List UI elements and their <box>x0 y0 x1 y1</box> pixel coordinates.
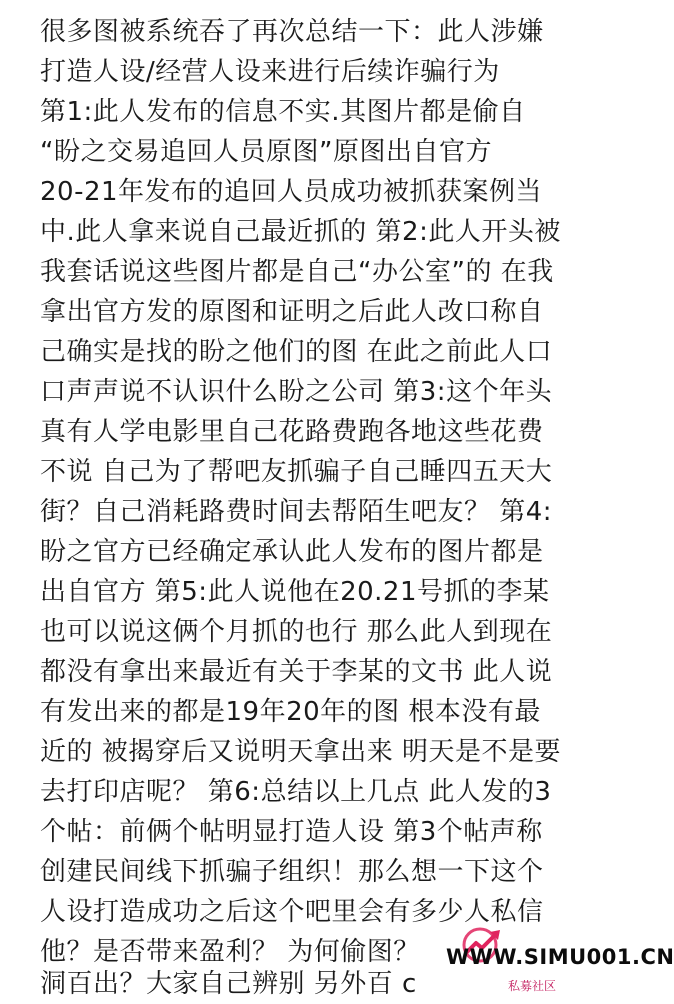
text-line: 去打印店呢？ 第6:总结以上几点 此人发的3 <box>40 777 552 807</box>
text-line: 我套话说这些图片都是自己“办公室”的 在我 <box>40 257 554 287</box>
text-line: 洞百出？大家自己辨别 另外百 c <box>40 969 417 999</box>
text-line: 口声声说不认识什么盼之公司 第3:这个年头 <box>40 377 553 407</box>
text-line: 有发出来的都是19年20年的图 根本没有最 <box>40 697 541 727</box>
text-line: 个帖：前俩个帖明显打造人设 第3个帖声称 <box>40 817 543 847</box>
text-line: 人设打造成功之后这个吧里会有多少人私信 <box>40 897 544 927</box>
text-line: 盼之官方已经确定承认此人发布的图片都是 <box>40 537 544 567</box>
text-line: 街？自己消耗路费时间去帮陌生吧友？ 第4: <box>40 497 553 527</box>
text-line: 第1:此人发布的信息不实.其图片都是偷自 <box>40 97 526 127</box>
text-line: 也可以说这俩个月抓的也行 那么此人到现在 <box>40 617 553 647</box>
text-line: 己确实是找的盼之他们的图 在此之前此人口 <box>40 337 553 367</box>
text-line: 他？是否带来盈利？ 为何偷图？ <box>40 937 420 967</box>
text-line: 中.此人拿来说自己最近抓的 第2:此人开头被 <box>40 217 561 247</box>
text-line: 都没有拿出来最近有关于李某的文书 此人说 <box>40 657 553 687</box>
text-line: 真有人学电影里自己花路费跑各地这些花费 <box>40 417 544 447</box>
text-line: 打造人设/经营人设来进行后续诈骗行为 <box>40 57 500 87</box>
site-watermark <box>446 925 674 999</box>
text-line: “盼之交易追回人员原图”原图出自官方 <box>40 137 492 167</box>
text-line: 20-21年发布的追回人员成功被抓获案例当 <box>40 177 543 207</box>
watermark-site-url: WWW.SIMU001.CN <box>446 945 674 969</box>
text-line: 不说 自己为了帮吧友抓骗子自己睡四五天大 <box>40 457 553 487</box>
text-line: 创建民间线下抓骗子组织！那么想一下这个 <box>40 857 544 887</box>
text-line: 近的 被揭穿后又说明天拿出来 明天是不是要 <box>40 737 562 767</box>
watermark-subtitle: 私募社区 <box>508 979 557 993</box>
text-line: 很多图被系统吞了再次总结一下：此人涉嫌 <box>40 17 544 47</box>
text-line: 拿出官方发的原图和证明之后此人改口称自 <box>40 297 544 327</box>
text-line: 出自官方 第5:此人说他在20.21号抓的李某 <box>40 577 550 607</box>
